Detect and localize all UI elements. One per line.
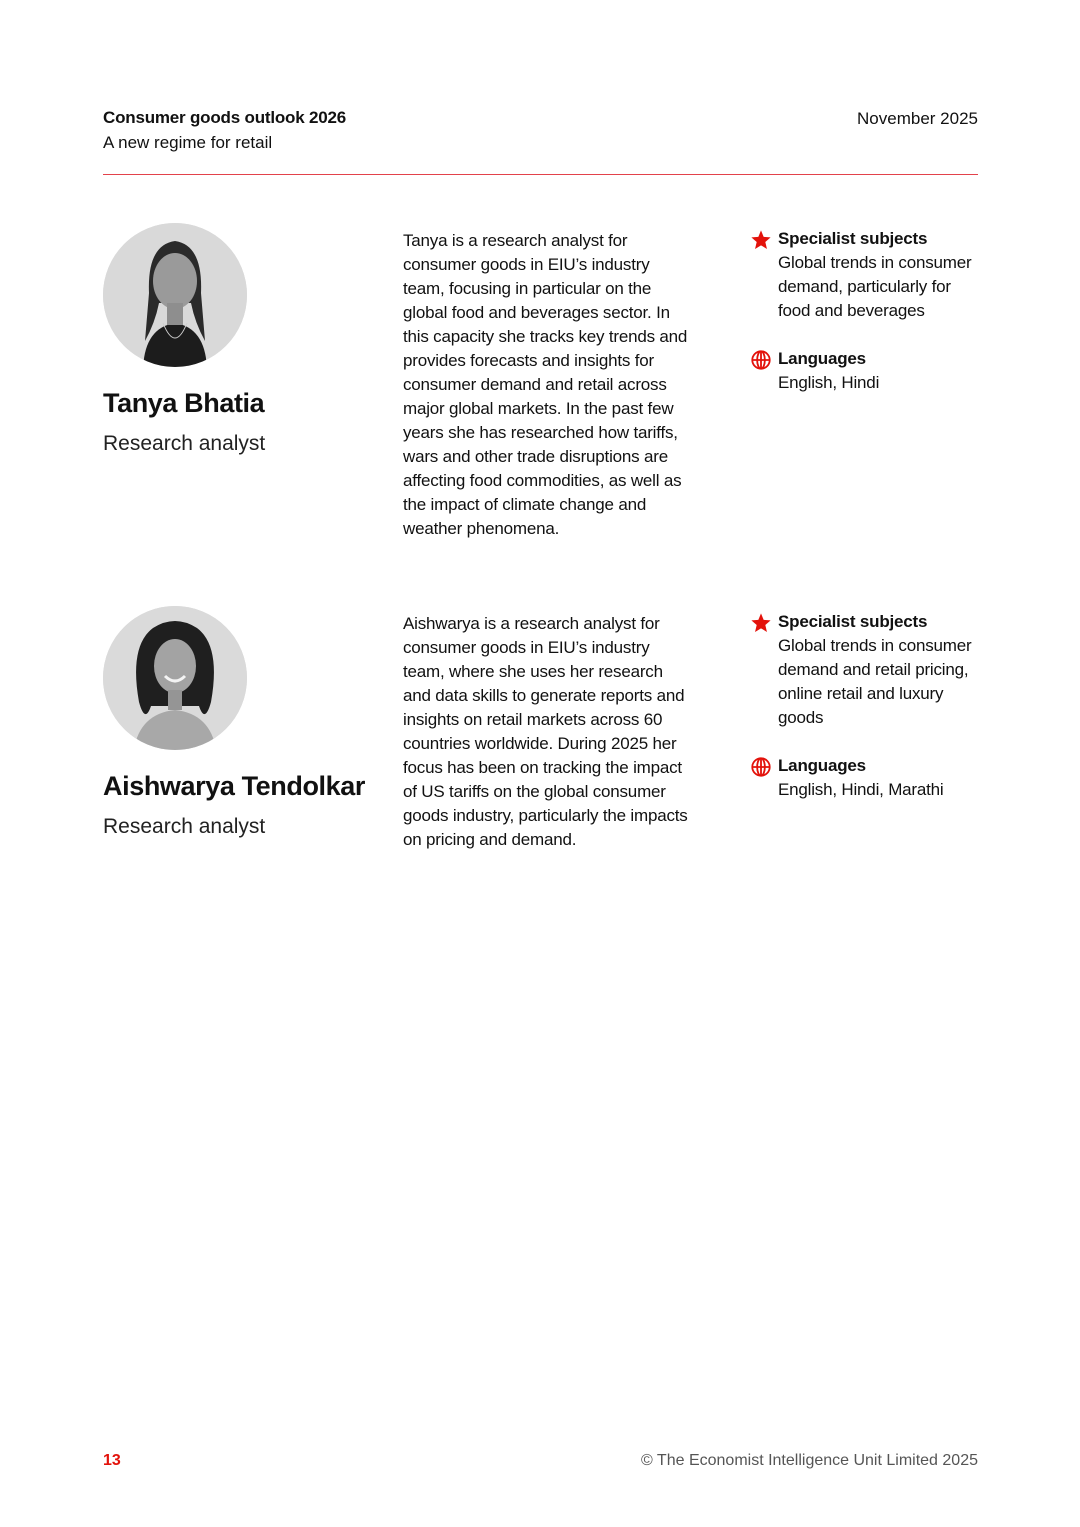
person-name: Tanya Bhatia [103,388,265,418]
copyright-notice: © The Economist Intelligence Unit Limited 2025 [640,1452,978,1469]
specialist-subjects [750,610,980,730]
report-subtitle: A new regime for retail [103,133,273,152]
facts-list [750,227,980,395]
bio-text: Tanya is a research analyst for consumer goods in EIU’s industry team, focusing in particular on the global food and beverages sector. In this capacity she tracks key trends and provides forecasts and insights for consumer demand and retail across major global markets. In the past few years she has researched how tariffs, wars and other trade disruptions are affecting food commodities, as well as the impact of climate change and weather phenomena. [403,231,688,538]
specialist-subjects-title: Specialist subjects [778,612,928,631]
languages-text: English, Hindi [778,373,880,392]
page-header [103,108,978,175]
report-title: Consumer goods outlook 2026 [103,108,347,127]
languages [750,754,980,802]
languages [750,347,980,395]
specialist-subjects-text: Global trends in consumer demand and retail pricing, online retail and luxury goods [778,636,972,727]
globe-icon [750,756,772,778]
person-role: Research analyst [103,432,266,455]
languages-title: Languages [778,756,866,775]
globe-icon [750,349,772,371]
bio-text: Aishwarya is a research analyst for consumer goods in EIU’s industry team, where she uses her research and data skills to generate reports and insights on retail markets across 60 countries worldwide. During 2025 her focus has been on tracking the impact of US tariffs on the global consumer goods industry, particularly the impacts on pricing and demand. [403,614,688,849]
avatar [103,606,247,750]
specialist-subjects-title: Specialist subjects [778,229,928,248]
languages-title: Languages [778,349,866,368]
star-icon [750,229,772,251]
languages-text: English, Hindi, Marathi [778,780,944,799]
report-date: November 2025 [857,109,978,128]
avatar [103,223,247,367]
specialist-subjects-text: Global trends in consumer demand, particularly for food and beverages [778,253,972,320]
star-icon [750,612,772,634]
page-number: 13 [103,1452,121,1469]
person-name: Aishwarya Tendolkar [103,771,365,801]
facts-list [750,610,980,802]
specialist-subjects [750,227,980,323]
person-role: Research analyst [103,815,266,838]
